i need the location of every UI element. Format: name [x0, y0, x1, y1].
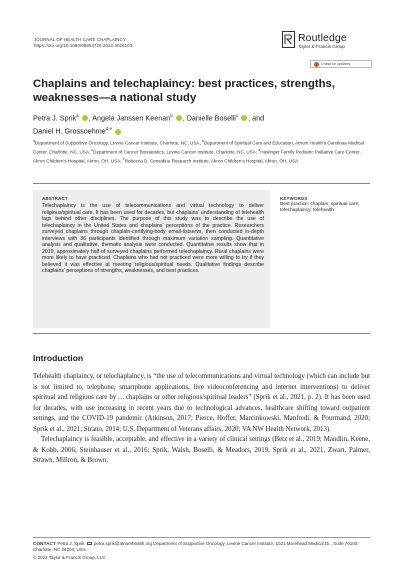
affiliations: [33, 138, 369, 164]
affil-sup: d: [258, 147, 261, 152]
author-name: Petra J. Sprik: [33, 113, 77, 123]
email-icon: [87, 542, 92, 545]
keywords-block: [280, 196, 370, 214]
contact-email[interactable]: petra.sprik@atriumhealth.org: [93, 541, 152, 546]
orcid-icon[interactable]: [176, 115, 182, 121]
introduction-body: [33, 372, 370, 467]
publisher-logo[interactable]: [282, 30, 372, 54]
journal-name: JOURNAL OF HEALTH CARE CHAPLAINCY: [34, 37, 126, 42]
abstract-heading: ABSTRACT: [42, 196, 68, 201]
author-sup: d,e: [105, 126, 112, 132]
check-for-updates-button[interactable]: [310, 60, 372, 68]
copyright: © 2022 Taylor & Francis Group, LLC: [33, 555, 106, 560]
doi-link[interactable]: https://doi.org/10.1080/08854726.2022.2026103: [34, 43, 133, 48]
author-sup: c: [235, 113, 239, 118]
orcid-icon[interactable]: [241, 115, 247, 121]
affiliation: Haslinger Family Pediatric Palliative Care Center, Akron Children’s Hospital, Akron, OH, USA;: [33, 149, 361, 164]
orcid-icon[interactable]: [115, 129, 121, 135]
affil-sup: c: [91, 147, 94, 152]
author-name: Angela Janssen Keenan: [92, 113, 171, 123]
contact-address: Department of Supportive Oncology, Levine Cancer Institute, 1021 Morehead Medical Dr., Suite 70100, Charlotte, NC 28204, USA.: [33, 541, 359, 553]
publisher-subtitle: Taylor & Francis Group: [298, 44, 345, 49]
affiliation: Department of Cancer Biostatistics, Levine Cancer Institute, Charlotte, NC, USA;: [93, 149, 259, 155]
contact-name: Petra J. Sprik: [57, 541, 85, 546]
affil-sup: e: [122, 156, 125, 161]
orcid-icon[interactable]: [82, 115, 88, 121]
divider: [33, 537, 370, 538]
author-name: Danielle Boselli: [186, 113, 236, 123]
abstract-box: [33, 190, 270, 328]
affil-sup: b: [202, 139, 204, 143]
publisher-name: Routledge: [298, 32, 347, 44]
author-name: Daniel H. Grossoehme: [33, 126, 106, 136]
keywords-text: Best practice; chaplain; spiritual care; telechaplaincy; telehealth: [280, 202, 360, 214]
author-sup: b: [170, 113, 173, 118]
affil-sup: a: [33, 139, 35, 143]
author-list: Petra J. Sprik$^a$ , Angela Janssen Keenan$^b$ , Danielle Boselli$^c$ , and Daniel H. Grossoehme$^{d,e}$: [33, 113, 265, 136]
affiliation: Department of Supportive Oncology, Levine Cancer Institute, Charlotte, NC, USA;: [34, 140, 203, 146]
routledge-logo-icon: [282, 31, 295, 48]
divider: [33, 183, 370, 184]
paragraph: Telehealth chaplaincy, or telechaplaincy, is “the use of telecommunications and virtual technology (which can include but is not limited to, telephone, smartphone applications, live videoconferencing and internet interventions) to deliver spiritual and religious care by … chaplains or other religious/spiritual leaders” (Sprik et al., 2021, p. 2). It has been used for decades, with use increasing in recent years due to technological advances, healthcare shifting toward outpatient settings, and the COVID-19 pandemic (Atkinson, 2017; Pierce, Hoffer, Marcinkowski, Manfredi, & Pourmand, 2020; Sprik et al., 2021; Strano, 2014; U.S. Department of Veterans affairs, 2020; VA NW Health Network, 2013).: [33, 373, 370, 433]
section-heading-introduction: Introduction: [33, 353, 84, 363]
author-and: and: [252, 113, 265, 123]
affiliation: Department of Spiritual Care and Education, Atrium Health’s Carolinas Medical Center, Charlotte, NC, USA;: [33, 140, 364, 155]
keywords-heading: KEYWORDS: [280, 196, 308, 201]
paragraph: Telechaplaincy is feasible, acceptable, and effective in a variety of clinical settings (Betz et al., 2019; Maudlin, Keene, & Kobb, 2006; Steinhauser et al., 2016; Sprik, Walsh, Boselli, & Meadors, 2019, Sprik et al., 2021, Zwart, Palmer, Strawn, Millron, & Brown,: [33, 436, 370, 464]
affiliation: Rebecca D. Considine Research Institute, Akron Children’s Hospital, Akron, OH, USA: [124, 158, 299, 164]
journal-meta: [34, 37, 132, 49]
contact-label: CONTACT: [33, 541, 57, 546]
check-updates-label: Check for updates: [321, 62, 351, 66]
divider: [33, 333, 370, 334]
article-title: Chaplains and telechaplaincy: best practices, strengths, weaknesses—a national study: [33, 78, 335, 104]
abstract-text: Telechaplaincy is the use of telecommunications and virtual technology to deliver religious/spiritual care. It has been used for decades, but chaplains’ understanding of telehealth lags behind other disciplines. The purpose of this study was to describe the use of telechaplaincy in the United States and chaplains’ perceptions of the practice. Researchers surveyed chaplains through chaplain-certifying-body email-listservs, then conducted in-depth interviews with 36 participants identified through maximum variation sampling. Quantitative analysis and qualitative, thematic analysis were conducted. Quantitative results show that in 2019, approximately half of surveyed chaplains performed telechaplaincy. Rural chaplains were more likely to have practiced. Chaplains who had not practiced were more willing to try if they believed it was effective at meeting religious/spiritual needs. Qualitative findings describe chaplains’ perceptions of strengths, weaknesses, and best practices.: [42, 203, 264, 275]
check-updates-icon: [314, 62, 319, 67]
author-sup: a: [76, 113, 79, 118]
contact-info: [33, 541, 370, 553]
